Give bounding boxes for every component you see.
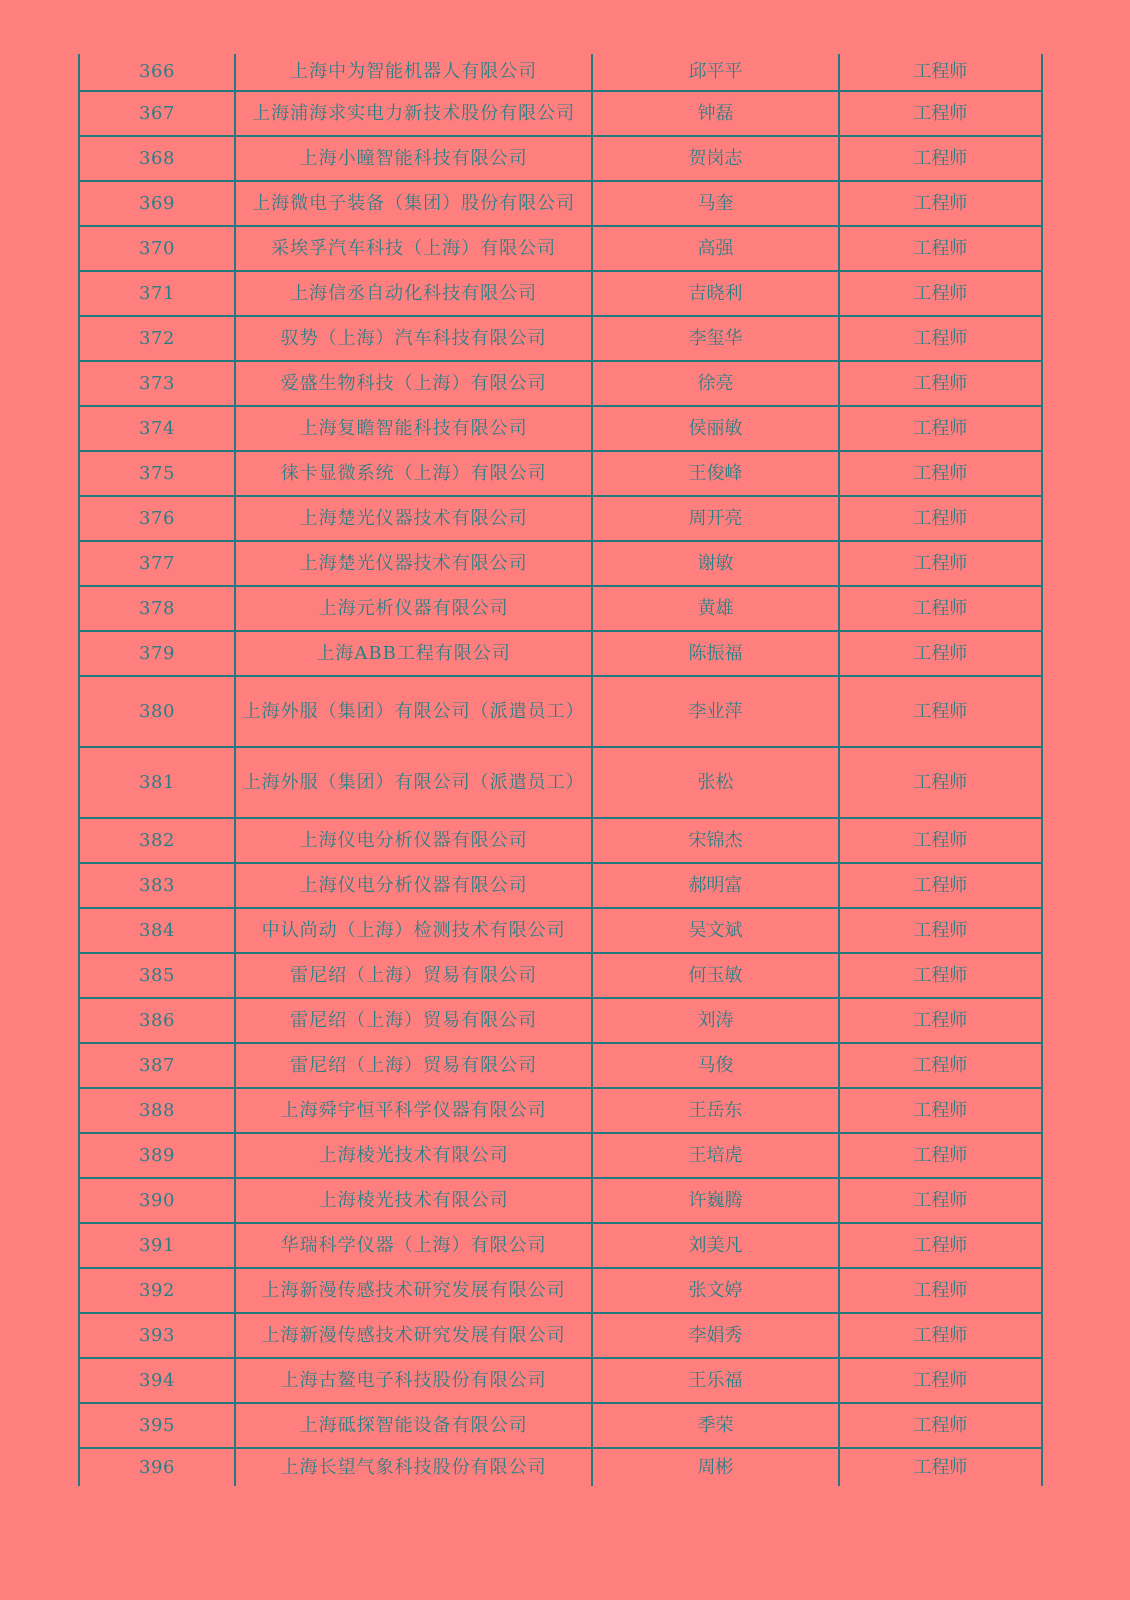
job-title: 工程师: [839, 631, 1042, 676]
company-name: 上海楚光仪器技术有限公司: [235, 496, 592, 541]
job-title: 工程师: [839, 1403, 1042, 1448]
company-name: 徕卡显微系统（上海）有限公司: [235, 451, 592, 496]
company-name: 上海微电子装备（集团）股份有限公司: [235, 181, 592, 226]
row-number: 393: [79, 1313, 235, 1358]
table-row: [79, 998, 1042, 1043]
table-row: [79, 1223, 1042, 1268]
job-title: 工程师: [839, 998, 1042, 1043]
row-number: 385: [79, 953, 235, 998]
table-row: [79, 316, 1042, 361]
table-row: [79, 54, 1042, 91]
table-row: [79, 747, 1042, 818]
person-name: 侯丽敏: [592, 406, 839, 451]
row-number: 375: [79, 451, 235, 496]
job-title: 工程师: [839, 271, 1042, 316]
job-title: 工程师: [839, 1268, 1042, 1313]
table-row: [79, 181, 1042, 226]
company-name: 上海砥探智能设备有限公司: [235, 1403, 592, 1448]
person-name: 邱平平: [592, 54, 839, 91]
company-name: 上海中为智能机器人有限公司: [235, 54, 592, 91]
person-name: 徐亮: [592, 361, 839, 406]
table-row: [79, 1133, 1042, 1178]
table-row: [79, 631, 1042, 676]
table-row: [79, 818, 1042, 863]
person-name: 周彬: [592, 1448, 839, 1486]
row-number: 381: [79, 747, 235, 818]
person-name: 季荣: [592, 1403, 839, 1448]
row-number: 396: [79, 1448, 235, 1486]
person-name: 李娟秀: [592, 1313, 839, 1358]
job-title: 工程师: [839, 1313, 1042, 1358]
company-name: 驭势（上海）汽车科技有限公司: [235, 316, 592, 361]
person-name: 周开亮: [592, 496, 839, 541]
company-name: 上海楚光仪器技术有限公司: [235, 541, 592, 586]
person-name: 吴文斌: [592, 908, 839, 953]
person-name: 马俊: [592, 1043, 839, 1088]
person-name: 张松: [592, 747, 839, 818]
roster-table-body: [79, 54, 1042, 1486]
company-name: 上海古鳌电子科技股份有限公司: [235, 1358, 592, 1403]
row-number: 391: [79, 1223, 235, 1268]
job-title: 工程师: [839, 1043, 1042, 1088]
row-number: 389: [79, 1133, 235, 1178]
person-name: 许巍腾: [592, 1178, 839, 1223]
row-number: 374: [79, 406, 235, 451]
company-name: 上海外服（集团）有限公司（派遣员工）: [235, 676, 592, 747]
row-number: 378: [79, 586, 235, 631]
company-name: 上海棱光技术有限公司: [235, 1178, 592, 1223]
row-number: 395: [79, 1403, 235, 1448]
company-name: 雷尼绍（上海）贸易有限公司: [235, 953, 592, 998]
job-title: 工程师: [839, 953, 1042, 998]
job-title: 工程师: [839, 747, 1042, 818]
table-row: [79, 863, 1042, 908]
job-title: 工程师: [839, 818, 1042, 863]
row-number: 376: [79, 496, 235, 541]
table-row: [79, 1448, 1042, 1486]
company-name: 上海新漫传感技术研究发展有限公司: [235, 1268, 592, 1313]
person-name: 王培虎: [592, 1133, 839, 1178]
row-number: 392: [79, 1268, 235, 1313]
job-title: 工程师: [839, 136, 1042, 181]
job-title: 工程师: [839, 586, 1042, 631]
job-title: 工程师: [839, 1223, 1042, 1268]
job-title: 工程师: [839, 1448, 1042, 1486]
job-title: 工程师: [839, 226, 1042, 271]
job-title: 工程师: [839, 676, 1042, 747]
company-name: 雷尼绍（上海）贸易有限公司: [235, 1043, 592, 1088]
row-number: 371: [79, 271, 235, 316]
row-number: 368: [79, 136, 235, 181]
company-name: 爱盛生物科技（上海）有限公司: [235, 361, 592, 406]
company-name: 上海元析仪器有限公司: [235, 586, 592, 631]
table-row: [79, 496, 1042, 541]
company-name: 采埃孚汽车科技（上海）有限公司: [235, 226, 592, 271]
job-title: 工程师: [839, 181, 1042, 226]
row-number: 388: [79, 1088, 235, 1133]
table-row: [79, 271, 1042, 316]
row-number: 367: [79, 91, 235, 136]
row-number: 394: [79, 1358, 235, 1403]
company-name: 上海舜宇恒平科学仪器有限公司: [235, 1088, 592, 1133]
job-title: 工程师: [839, 496, 1042, 541]
company-name: 上海小瞳智能科技有限公司: [235, 136, 592, 181]
table-row: [79, 676, 1042, 747]
person-name: 陈振福: [592, 631, 839, 676]
person-name: 刘美凡: [592, 1223, 839, 1268]
company-name: 上海仪电分析仪器有限公司: [235, 863, 592, 908]
person-name: 谢敏: [592, 541, 839, 586]
company-name: 上海长望气象科技股份有限公司: [235, 1448, 592, 1486]
job-title: 工程师: [839, 91, 1042, 136]
table-row: [79, 136, 1042, 181]
job-title: 工程师: [839, 863, 1042, 908]
job-title: 工程师: [839, 1133, 1042, 1178]
table-row: [79, 451, 1042, 496]
row-number: 386: [79, 998, 235, 1043]
row-number: 382: [79, 818, 235, 863]
table-row: [79, 1178, 1042, 1223]
table-row: [79, 1358, 1042, 1403]
person-name: 何玉敏: [592, 953, 839, 998]
company-name: 上海仪电分析仪器有限公司: [235, 818, 592, 863]
company-name: 华瑞科学仪器（上海）有限公司: [235, 1223, 592, 1268]
table-row: [79, 953, 1042, 998]
person-name: 吉晓利: [592, 271, 839, 316]
person-name: 李玺华: [592, 316, 839, 361]
person-name: 李业萍: [592, 676, 839, 747]
job-title: 工程师: [839, 1178, 1042, 1223]
job-title: 工程师: [839, 361, 1042, 406]
table-row: [79, 361, 1042, 406]
company-name: 上海信丞自动化科技有限公司: [235, 271, 592, 316]
row-number: 390: [79, 1178, 235, 1223]
table-row: [79, 1403, 1042, 1448]
row-number: 370: [79, 226, 235, 271]
roster-table: [78, 54, 1043, 1486]
company-name: 上海新漫传感技术研究发展有限公司: [235, 1313, 592, 1358]
job-title: 工程师: [839, 54, 1042, 91]
person-name: 宋锦杰: [592, 818, 839, 863]
person-name: 刘涛: [592, 998, 839, 1043]
job-title: 工程师: [839, 908, 1042, 953]
table-row: [79, 1088, 1042, 1133]
job-title: 工程师: [839, 1088, 1042, 1133]
table-row: [79, 1313, 1042, 1358]
row-number: 379: [79, 631, 235, 676]
row-number: 372: [79, 316, 235, 361]
table-row: [79, 91, 1042, 136]
job-title: 工程师: [839, 541, 1042, 586]
person-name: 王俊峰: [592, 451, 839, 496]
company-name: 雷尼绍（上海）贸易有限公司: [235, 998, 592, 1043]
person-name: 王乐福: [592, 1358, 839, 1403]
row-number: 373: [79, 361, 235, 406]
company-name: 上海外服（集团）有限公司（派遣员工）: [235, 747, 592, 818]
person-name: 钟磊: [592, 91, 839, 136]
person-name: 高强: [592, 226, 839, 271]
row-number: 387: [79, 1043, 235, 1088]
company-name: 上海复瞻智能科技有限公司: [235, 406, 592, 451]
row-number: 366: [79, 54, 235, 91]
table-row: [79, 226, 1042, 271]
table-row: [79, 541, 1042, 586]
job-title: 工程师: [839, 1358, 1042, 1403]
table-row: [79, 406, 1042, 451]
person-name: 黄雄: [592, 586, 839, 631]
job-title: 工程师: [839, 406, 1042, 451]
row-number: 380: [79, 676, 235, 747]
job-title: 工程师: [839, 451, 1042, 496]
row-number: 383: [79, 863, 235, 908]
company-name: 中认尚动（上海）检测技术有限公司: [235, 908, 592, 953]
table-row: [79, 908, 1042, 953]
person-name: 王岳东: [592, 1088, 839, 1133]
person-name: 郝明富: [592, 863, 839, 908]
row-number: 369: [79, 181, 235, 226]
person-name: 马奎: [592, 181, 839, 226]
table-row: [79, 1043, 1042, 1088]
job-title: 工程师: [839, 316, 1042, 361]
row-number: 384: [79, 908, 235, 953]
row-number: 377: [79, 541, 235, 586]
company-name: 上海棱光技术有限公司: [235, 1133, 592, 1178]
table-row: [79, 1268, 1042, 1313]
person-name: 贺岗志: [592, 136, 839, 181]
table-row: [79, 586, 1042, 631]
company-name: 上海浦海求实电力新技术股份有限公司: [235, 91, 592, 136]
company-name: 上海ABB工程有限公司: [235, 631, 592, 676]
person-name: 张文婷: [592, 1268, 839, 1313]
